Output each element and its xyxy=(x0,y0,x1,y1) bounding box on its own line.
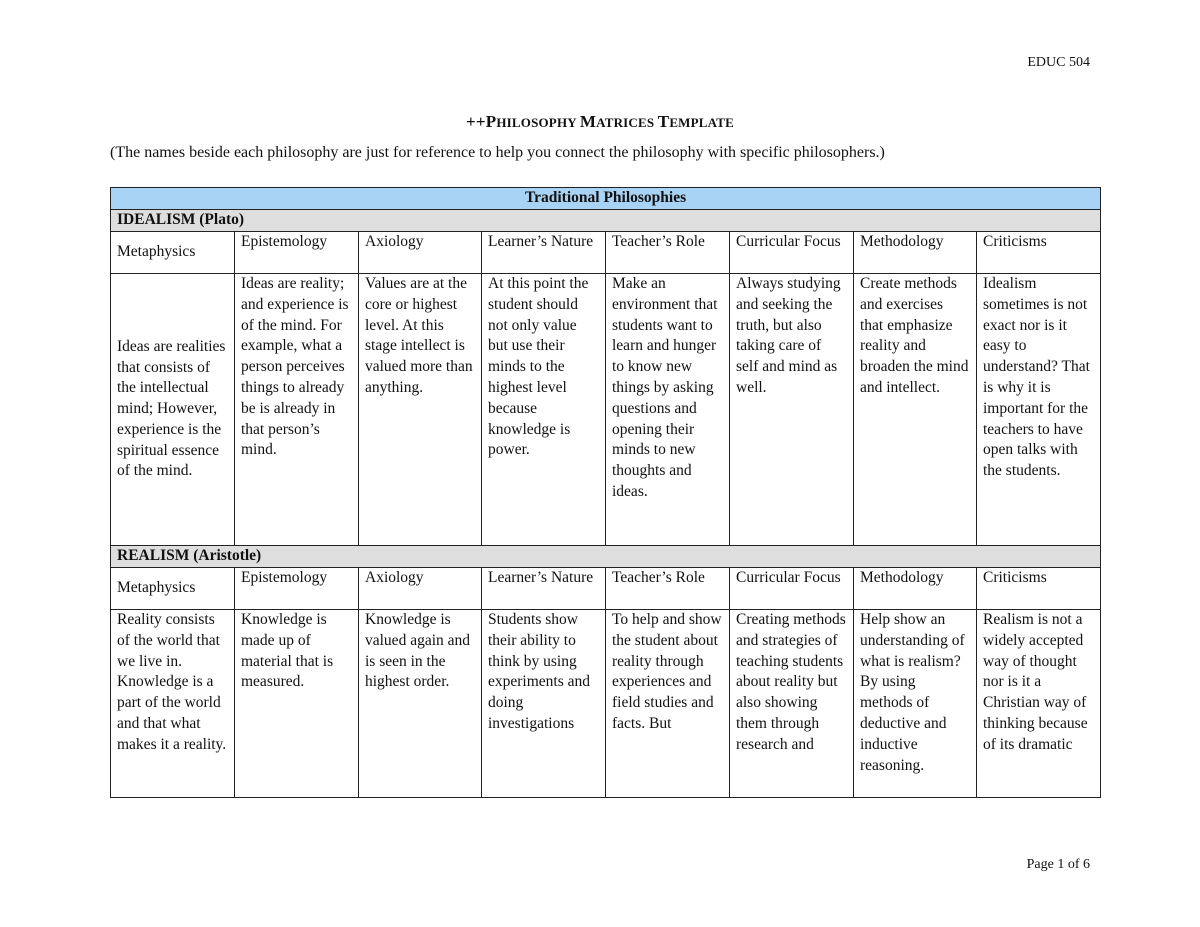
col-header-metaphysics: Metaphysics xyxy=(111,568,235,610)
column-header-row xyxy=(111,568,1101,610)
col-header-methodology: Methodology xyxy=(854,232,977,274)
title-word3: EMPLATE xyxy=(669,115,735,130)
idealism-curricular-focus-cell: Always studying and seeking the truth, but also taking care of self and mind as well. xyxy=(730,274,854,546)
realism-methodology-cell: Help show an understanding of what is realism? By using methods of deductive and inductive reasoning. xyxy=(854,610,977,798)
idealism-axiology-cell: Values are at the core or highest level. At this stage intellect is valued more than anything. xyxy=(359,274,482,546)
col-header-axiology: Axiology xyxy=(359,232,482,274)
col-header-learners-nature: Learner’s Nature xyxy=(482,568,606,610)
page-number: Page 1 of 6 xyxy=(1026,857,1090,872)
section-title-idealism: IDEALISM (Plato) xyxy=(111,210,1101,232)
section-row-realism xyxy=(111,546,1101,568)
col-header-criticisms: Criticisms xyxy=(977,232,1101,274)
realism-metaphysics-cell: Reality consists of the world that we live in. Knowledge is a part of the world and that what makes it a reality. xyxy=(111,610,235,798)
realism-axiology-cell: Knowledge is valued again and is seen in the highest order. xyxy=(359,610,482,798)
title-word2-initial: M xyxy=(579,112,597,131)
realism-learners-nature-cell: Students show their ability to think by using experiments and doing investigations xyxy=(482,610,606,798)
realism-criticisms-cell: Realism is not a widely accepted way of thought nor is it a Christian way of thinking because of its dramatic xyxy=(977,610,1101,798)
idealism-metaphysics-cell: Ideas are realities that consists of the intellectual mind; However, experience is the spiritual essence of the mind. xyxy=(111,274,235,546)
title-word1: HILOSOPHY xyxy=(496,115,580,130)
section-row-idealism xyxy=(111,210,1101,232)
col-header-epistemology: Epistemology xyxy=(235,232,359,274)
table-row xyxy=(111,610,1101,798)
title-prefix: ++P xyxy=(465,112,497,131)
realism-teachers-role-cell: To help and show the student about reality through experiences and field studies and facts. But xyxy=(606,610,730,798)
column-header-row xyxy=(111,232,1101,274)
idealism-epistemology-cell: Ideas are reality; and experience is of the mind. For example, what a person perceives things to already be is already in that person’s mind. xyxy=(235,274,359,546)
section-title-realism: REALISM (Aristotle) xyxy=(111,546,1101,568)
title-word3-initial: T xyxy=(657,112,670,131)
philosophy-matrix-table xyxy=(110,187,1101,798)
col-header-criticisms: Criticisms xyxy=(977,568,1101,610)
col-header-curricular-focus: Curricular Focus xyxy=(730,568,854,610)
col-header-learners-nature: Learner’s Nature xyxy=(482,232,606,274)
idealism-learners-nature-cell: At this point the student should not only value but use their minds to the highest level because knowledge is power. xyxy=(482,274,606,546)
table-row xyxy=(111,274,1101,546)
document-title xyxy=(0,112,1200,132)
realism-curricular-focus-cell: Creating methods and strategies of teaching students about reality but also showing them through research and xyxy=(730,610,854,798)
col-header-axiology: Axiology xyxy=(359,568,482,610)
banner-traditional-philosophies: Traditional Philosophies xyxy=(111,188,1101,210)
banner-row xyxy=(111,188,1101,210)
document-subtitle: (The names beside each philosophy are just for reference to help you connect the philosophy with specific philosophers.) xyxy=(110,144,885,161)
col-header-curricular-focus: Curricular Focus xyxy=(730,232,854,274)
idealism-methodology-cell: Create methods and exercises that emphasize reality and broaden the mind and intellect. xyxy=(854,274,977,546)
idealism-teachers-role-cell: Make an environment that students want to learn and hunger to know new things by asking questions and opening their minds to new thoughts and ideas. xyxy=(606,274,730,546)
col-header-epistemology: Epistemology xyxy=(235,568,359,610)
idealism-criticisms-cell: Idealism sometimes is not exact nor is it easy to understand? That is why it is important for the teachers to have open talks with the students. xyxy=(977,274,1101,546)
col-header-teachers-role: Teacher’s Role xyxy=(606,568,730,610)
realism-epistemology-cell: Knowledge is made up of material that is measured. xyxy=(235,610,359,798)
col-header-teachers-role: Teacher’s Role xyxy=(606,232,730,274)
col-header-methodology: Methodology xyxy=(854,568,977,610)
title-word2: ATRICES xyxy=(596,115,658,130)
col-header-metaphysics: Metaphysics xyxy=(111,232,235,274)
course-code: EDUC 504 xyxy=(1027,55,1090,70)
